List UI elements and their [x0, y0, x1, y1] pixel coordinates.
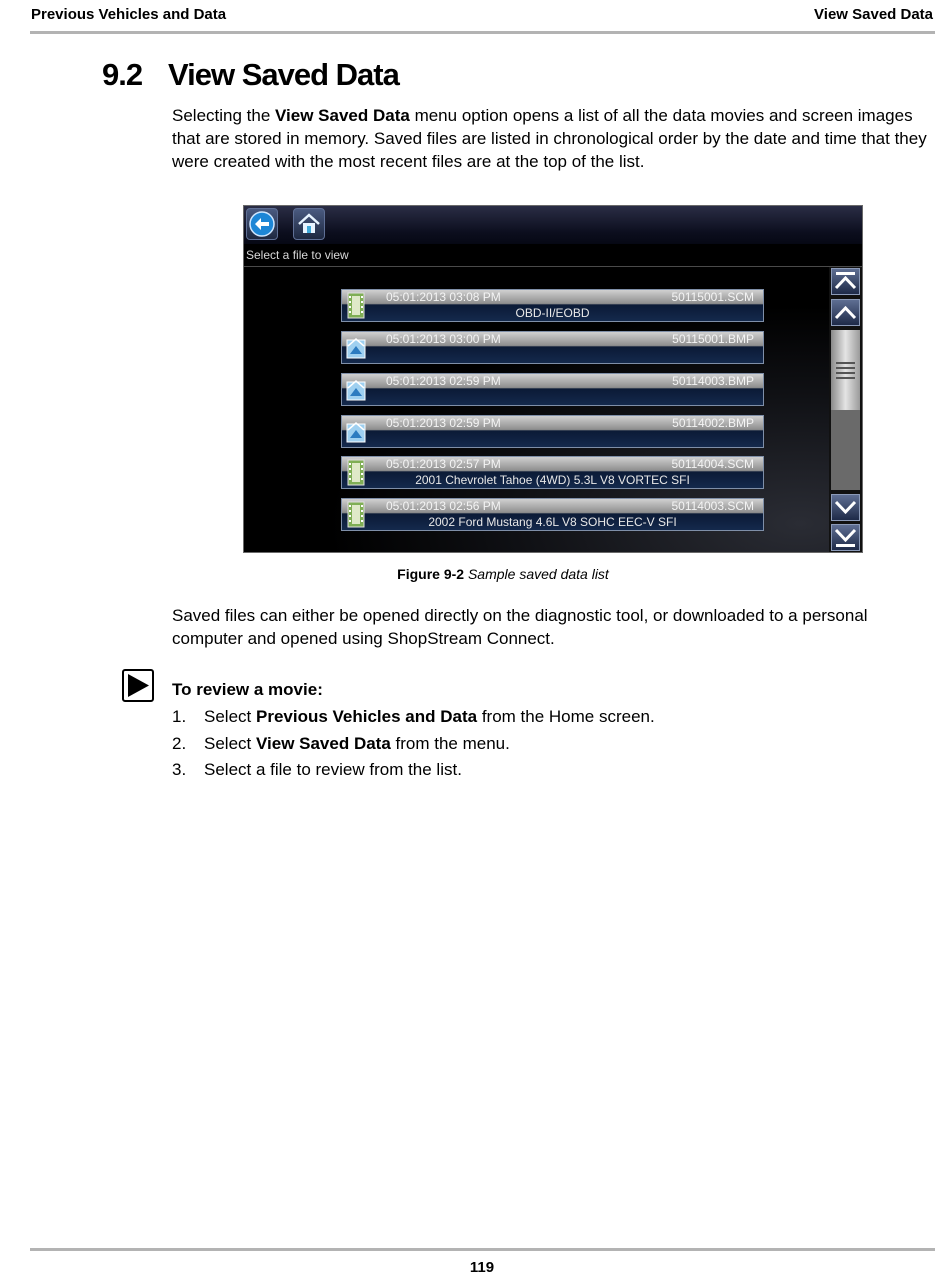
- file-name: 50115001.SCM: [671, 290, 754, 304]
- chevron-up-icon: [832, 300, 859, 325]
- file-row[interactable]: [341, 373, 764, 406]
- page-header: [30, 0, 935, 34]
- double-chevron-up-icon: [832, 269, 859, 294]
- file-description: 2002 Ford Mustang 4.6L V8 SOHC EEC-V SFI: [428, 515, 677, 529]
- file-row[interactable]: [341, 456, 764, 489]
- saved-file-list: [244, 267, 829, 552]
- file-name: 50114004.SCM: [671, 457, 754, 471]
- home-icon[interactable]: [293, 208, 325, 240]
- file-datetime: 05:01:2013 02:59 PM: [386, 374, 501, 388]
- header-section-title: View Saved Data: [814, 6, 933, 23]
- saved-data-screenshot: [243, 205, 863, 553]
- file-row[interactable]: [341, 415, 764, 448]
- procedure-step: 2. Select View Saved Data from the menu.: [172, 734, 510, 753]
- screen-toolbar: [244, 206, 862, 246]
- file-datetime: 05:01:2013 02:57 PM: [386, 457, 501, 471]
- file-name: 50114003.SCM: [671, 499, 754, 513]
- page-number: 119: [469, 1259, 495, 1276]
- image-icon: [346, 334, 366, 361]
- scroll-to-top-button[interactable]: [831, 268, 860, 295]
- back-arrow-icon[interactable]: [246, 208, 278, 240]
- intro-paragraph: Selecting the View Saved Data menu option opens a list of all the data movies and screen images that are stored in memory. Saved files are listed in chronological order by the date and time that they were created with the most recent files are at the top of the list.: [172, 106, 927, 171]
- scroll-thumb[interactable]: [831, 330, 860, 410]
- figure-label: Figure 9-2: [397, 566, 465, 582]
- grip-icon: [831, 330, 860, 410]
- file-description: 2001 Chevrolet Tahoe (4WD) 5.3L V8 VORTEC SFI: [415, 473, 690, 487]
- file-datetime: 05:01:2013 02:59 PM: [386, 416, 501, 430]
- scroll-to-bottom-button[interactable]: [831, 524, 860, 551]
- section-title: View Saved Data: [168, 57, 399, 92]
- file-name: 50114002.BMP: [672, 416, 754, 430]
- section-number: 9.2: [102, 57, 143, 92]
- file-name: 50115001.BMP: [672, 332, 754, 346]
- screen-prompt: Select a file to view: [244, 244, 862, 267]
- file-datetime: 05:01:2013 03:00 PM: [386, 332, 501, 346]
- procedure-play-icon: [122, 669, 154, 702]
- file-datetime: 05:01:2013 02:56 PM: [386, 499, 501, 513]
- image-icon: [346, 376, 366, 403]
- figure-title: Sample saved data list: [467, 566, 609, 582]
- scroll-down-button[interactable]: [831, 494, 860, 521]
- figure-caption: [0, 566, 950, 582]
- double-chevron-down-icon: [832, 525, 859, 550]
- footer-divider: [30, 1248, 935, 1251]
- file-row[interactable]: [341, 498, 764, 531]
- procedure-step: 1. Select Previous Vehicles and Data from the Home screen.: [172, 707, 655, 726]
- procedure-title: To review a movie:: [172, 680, 323, 699]
- file-description: OBD-II/EOBD: [515, 306, 590, 320]
- chevron-down-icon: [832, 495, 859, 520]
- header-chapter-title: Previous Vehicles and Data: [31, 6, 227, 23]
- image-icon: [346, 418, 366, 445]
- file-datetime: 05:01:2013 03:08 PM: [386, 290, 501, 304]
- file-row[interactable]: [341, 331, 764, 364]
- file-row[interactable]: [341, 289, 764, 322]
- scroll-up-button[interactable]: [831, 299, 860, 326]
- procedure-step: 3. Select a file to review from the list.: [172, 760, 462, 779]
- download-paragraph: Saved files can either be opened directly on the diagnostic tool, or downloaded to a personal computer and opened using ShopStream Connect.: [172, 606, 868, 648]
- file-name: 50114003.BMP: [672, 374, 754, 388]
- scrollbar[interactable]: [829, 267, 862, 552]
